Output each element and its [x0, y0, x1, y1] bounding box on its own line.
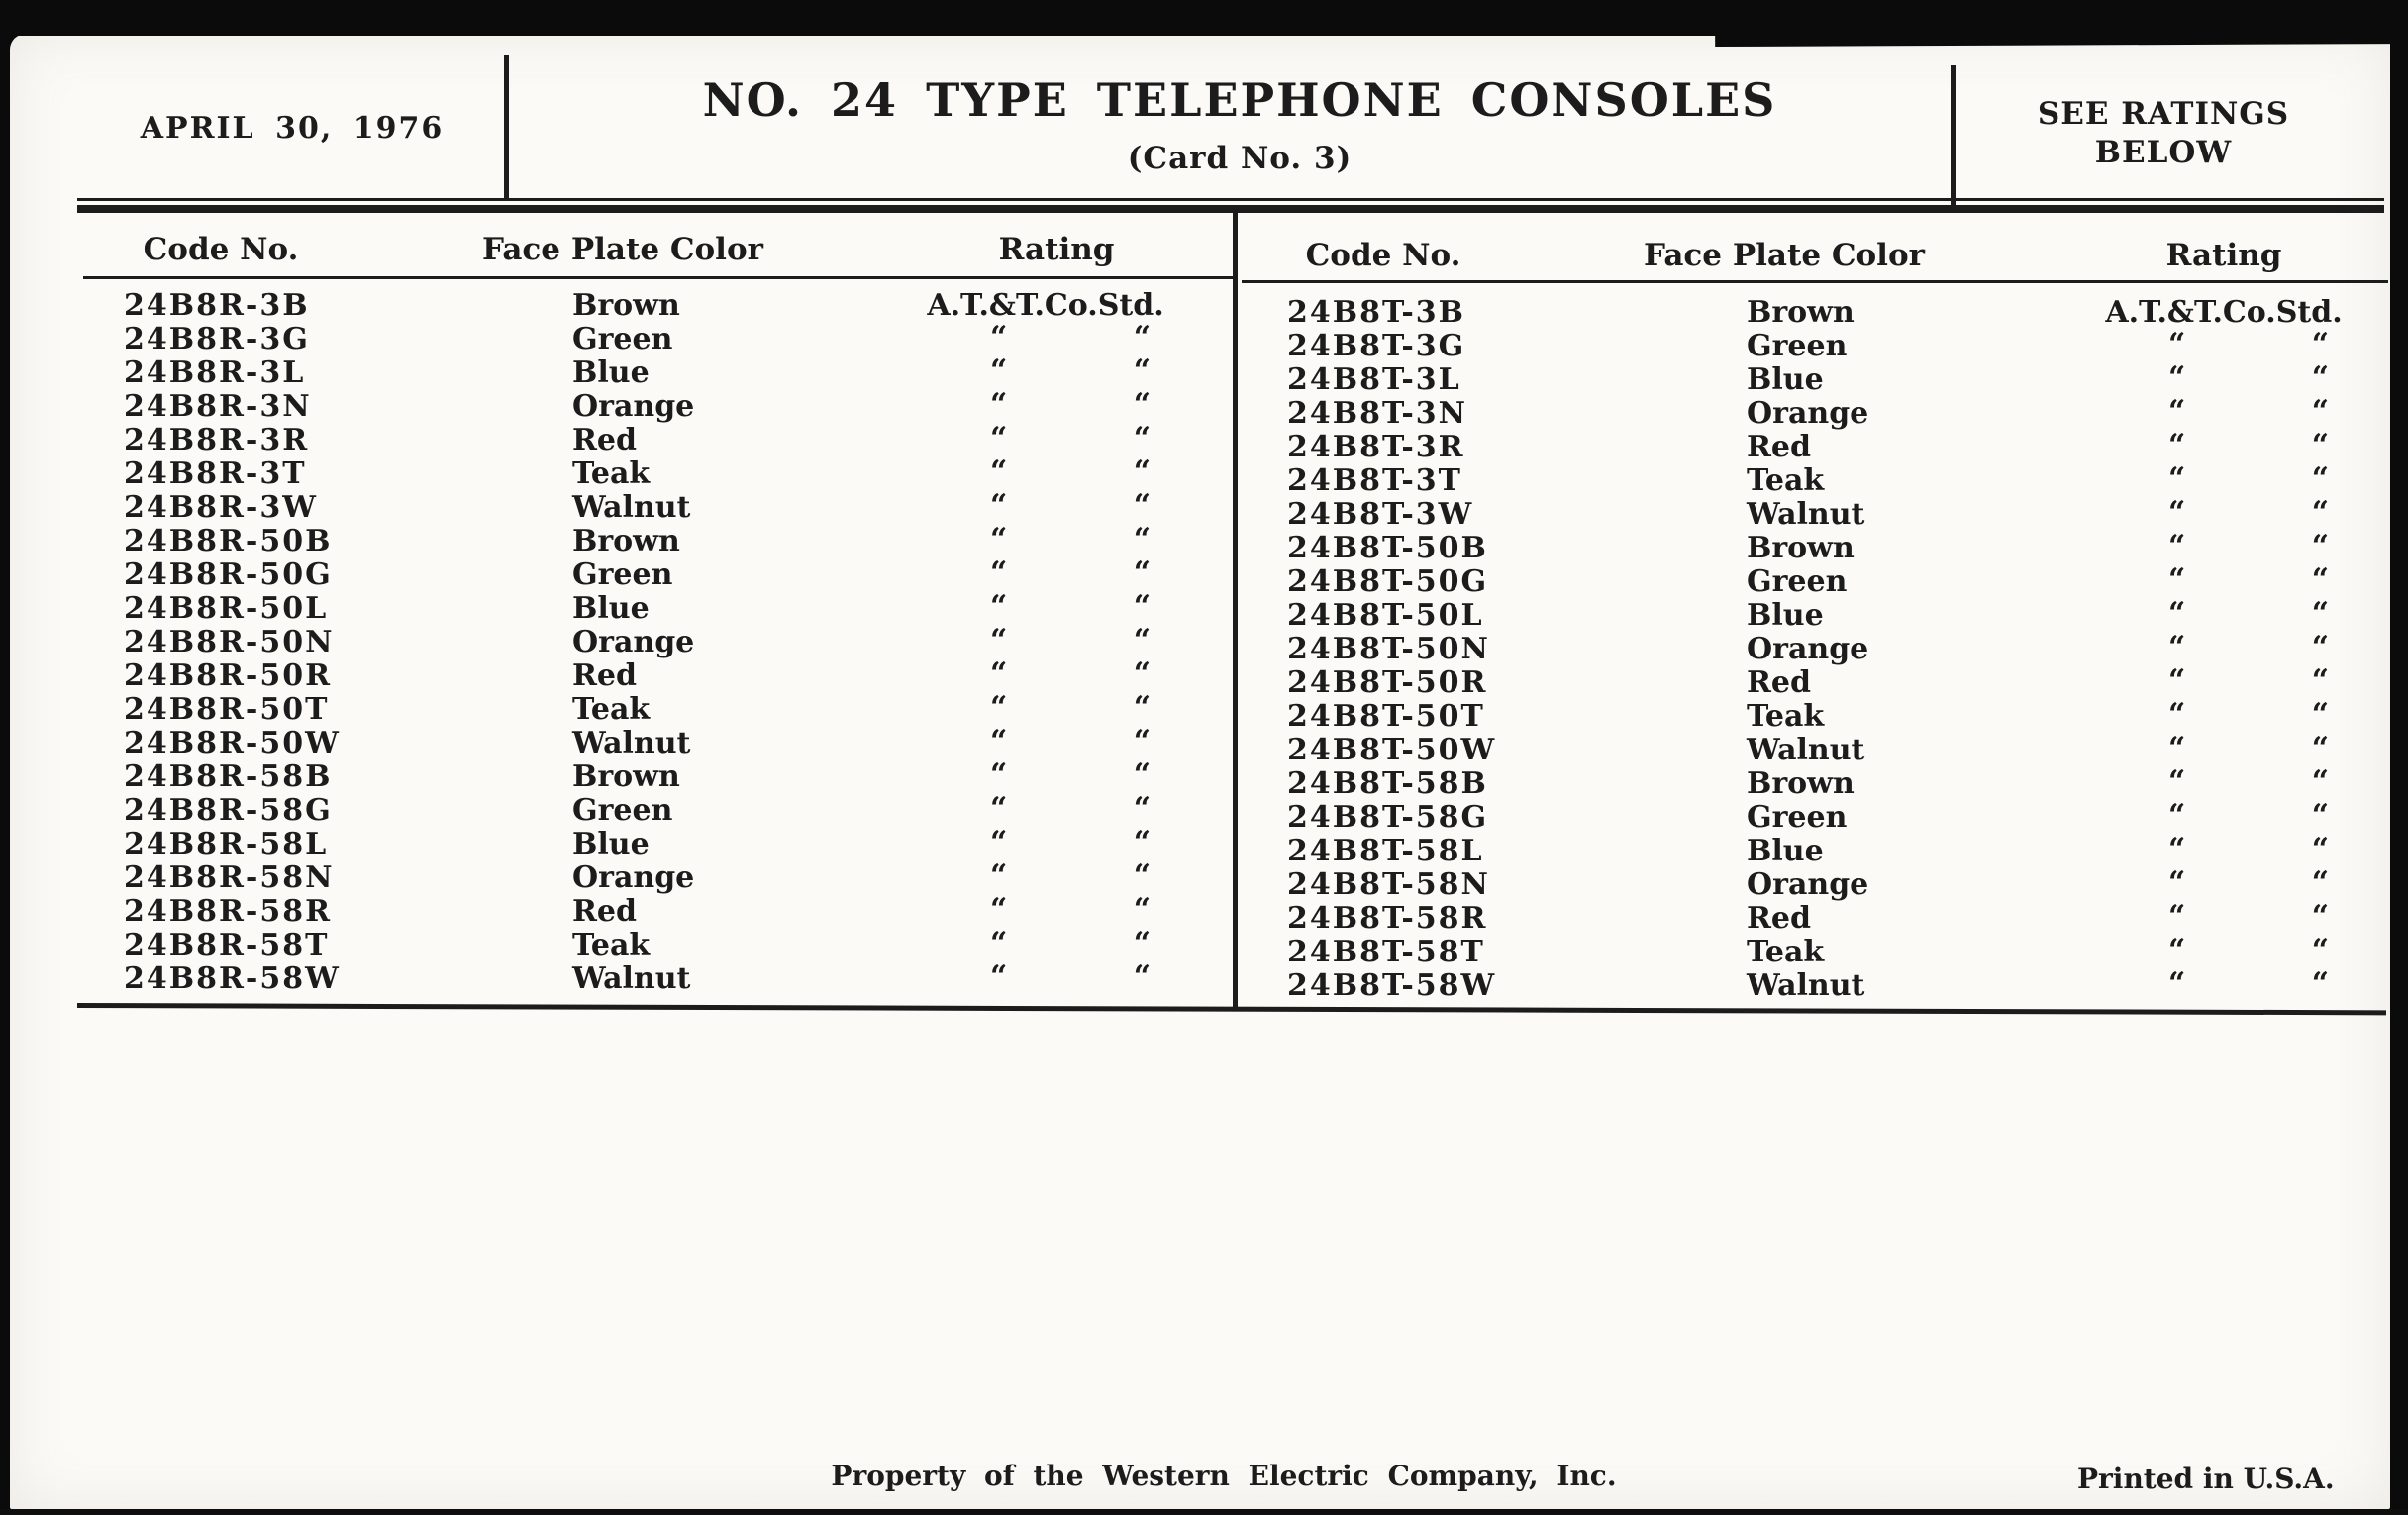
ditto-mark: “	[2168, 327, 2186, 361]
ditto-mark: “	[1133, 320, 1151, 354]
ditto-mark: “	[2168, 428, 2186, 462]
ditto-mark: “	[2168, 663, 2186, 698]
code-cell: 24B8T-50T	[1287, 699, 1485, 734]
left-table-code-column	[124, 289, 341, 996]
rating-cell	[911, 724, 1180, 760]
color-cell: Red	[1747, 665, 1811, 700]
color-cell: Brown	[572, 759, 680, 794]
color-cell: Brown	[572, 288, 680, 323]
color-cell: Teak	[1747, 699, 1825, 734]
code-cell: 24B8R-3R	[124, 423, 310, 457]
code-cell: 24B8T-3L	[1287, 362, 1461, 397]
color-cell: Teak	[1747, 935, 1825, 969]
right-table-rating-column	[2089, 296, 2358, 1003]
rating-cell: A.T.&T.Co.Std.	[927, 288, 1164, 323]
rating-cell	[2089, 663, 2358, 700]
right-table-code-column	[1287, 296, 1496, 1003]
right-col-header-code: Code No.	[1305, 238, 1461, 273]
property-notice: Property of the Western Electric Company, Inc.	[831, 1460, 1617, 1492]
ditto-mark: “	[2168, 562, 2186, 597]
header-divider-right	[1951, 65, 1956, 212]
color-cell: Red	[1747, 901, 1811, 936]
ditto-mark: “	[2311, 764, 2329, 799]
ditto-mark: “	[2168, 832, 2186, 866]
code-cell: 24B8T-58L	[1287, 834, 1484, 868]
code-cell: 24B8R-3L	[124, 355, 306, 390]
ditto-mark: “	[2311, 630, 2329, 664]
ditto-mark: “	[2311, 832, 2329, 866]
see-ratings-line2: BELOW	[2094, 135, 2233, 170]
code-cell: 24B8R-58R	[124, 894, 333, 929]
color-cell: Teak	[1747, 463, 1825, 498]
color-cell: Walnut	[1747, 733, 1865, 767]
ditto-mark: “	[1133, 825, 1151, 859]
color-cell: Walnut	[1747, 497, 1865, 532]
rating-cell	[911, 522, 1180, 558]
rating-cell	[2089, 428, 2358, 464]
rating-cell	[2089, 966, 2358, 1003]
ditto-mark: “	[2311, 461, 2329, 496]
rating-cell	[2089, 394, 2358, 431]
ditto-mark: “	[2311, 596, 2329, 631]
ditto-mark: “	[1133, 892, 1151, 927]
rating-cell	[911, 454, 1180, 491]
rating-cell	[911, 656, 1180, 693]
right-table-color-column	[1747, 296, 1868, 1003]
left-table-rating-column	[911, 289, 1180, 996]
rating-cell	[911, 356, 1180, 390]
ditto-mark: “	[990, 960, 1008, 994]
ditto-mark: “	[2168, 798, 2186, 833]
color-cell: Blue	[1747, 598, 1824, 633]
code-cell: 24B8T-3G	[1287, 329, 1466, 363]
rating-cell	[2089, 461, 2358, 498]
ditto-mark: “	[1133, 623, 1151, 657]
ditto-mark: “	[2311, 798, 2329, 833]
rating-cell	[911, 926, 1180, 962]
rating-cell: A.T.&T.Co.Std.	[2105, 295, 2343, 330]
rating-cell	[911, 558, 1180, 592]
ditto-mark: “	[990, 454, 1008, 489]
rating-cell	[911, 421, 1180, 457]
code-cell: 24B8R-58T	[124, 928, 330, 962]
code-cell: 24B8R-3G	[124, 322, 310, 356]
color-cell: Walnut	[572, 726, 691, 760]
code-cell: 24B8R-50G	[124, 557, 333, 592]
code-cell: 24B8T-58W	[1287, 968, 1497, 1003]
rating-cell	[2089, 562, 2358, 599]
rating-cell	[911, 892, 1180, 929]
ditto-mark: “	[990, 656, 1008, 691]
rating-cell	[2089, 327, 2358, 363]
color-cell: Blue	[1747, 834, 1824, 868]
ditto-mark: “	[2168, 461, 2186, 496]
color-cell: Green	[572, 793, 673, 828]
color-cell: Green	[1747, 329, 1848, 363]
color-cell: Blue	[572, 355, 650, 390]
color-cell: Red	[572, 658, 637, 693]
color-cell: Brown	[1747, 766, 1855, 801]
code-cell: 24B8R-50N	[124, 625, 335, 659]
ditto-mark: “	[990, 690, 1008, 725]
code-cell: 24B8T-50G	[1287, 564, 1489, 599]
ditto-mark: “	[2168, 630, 2186, 664]
scan-edge-bottom	[0, 1509, 2408, 1515]
color-cell: Teak	[572, 928, 651, 962]
rating-cell	[2089, 495, 2358, 532]
ditto-mark: “	[2168, 966, 2186, 1001]
ditto-mark: “	[2311, 865, 2329, 900]
ditto-mark: “	[1133, 724, 1151, 758]
ditto-mark: “	[2311, 360, 2329, 395]
ditto-mark: “	[1133, 556, 1151, 590]
header-separator-thick-rule	[77, 205, 2384, 213]
scan-edge-top	[0, 0, 2408, 36]
code-cell: 24B8R-50W	[124, 726, 341, 760]
rating-cell	[2089, 764, 2358, 801]
code-cell: 24B8T-58G	[1287, 800, 1489, 835]
left-col-header-code: Code No.	[143, 232, 299, 267]
code-cell: 24B8T-3N	[1287, 396, 1468, 431]
ditto-mark: “	[990, 758, 1008, 792]
ditto-mark: “	[2311, 529, 2329, 563]
ditto-mark: “	[990, 488, 1008, 523]
code-cell: 24B8R-3T	[124, 456, 307, 491]
table-center-divider	[1233, 212, 1238, 1008]
rating-cell	[2089, 865, 2358, 902]
header-separator-thin-rule	[77, 198, 2384, 201]
code-cell: 24B8R-3W	[124, 490, 318, 525]
code-cell: 24B8R-58L	[124, 827, 329, 861]
code-cell: 24B8R-50R	[124, 658, 333, 693]
ditto-mark: “	[990, 623, 1008, 657]
ditto-mark: “	[1133, 858, 1151, 893]
color-cell: Orange	[572, 625, 695, 659]
color-cell: Teak	[572, 456, 651, 491]
color-cell: Green	[572, 322, 673, 356]
color-cell: Blue	[572, 591, 650, 626]
code-cell: 24B8T-50R	[1287, 665, 1488, 700]
color-cell: Orange	[572, 389, 695, 424]
ditto-mark: “	[1133, 791, 1151, 826]
rating-cell	[2089, 360, 2358, 397]
ditto-mark: “	[990, 926, 1008, 960]
ditto-mark: “	[2311, 663, 2329, 698]
ditto-mark: “	[2311, 966, 2329, 1001]
rating-cell	[911, 760, 1180, 794]
ditto-mark: “	[1133, 421, 1151, 455]
ditto-mark: “	[1133, 354, 1151, 388]
code-cell: 24B8T-50W	[1287, 733, 1497, 767]
rating-cell	[911, 589, 1180, 626]
color-cell: Brown	[1747, 531, 1855, 565]
ditto-mark: “	[1133, 960, 1151, 994]
rating-cell	[2089, 933, 2358, 969]
ditto-mark: “	[2311, 394, 2329, 429]
ditto-mark: “	[1133, 488, 1151, 523]
see-ratings-note	[2038, 95, 2289, 172]
rating-cell	[911, 320, 1180, 356]
ditto-mark: “	[2311, 697, 2329, 732]
rating-cell	[2089, 697, 2358, 734]
ditto-mark: “	[2168, 697, 2186, 732]
ditto-mark: “	[2311, 562, 2329, 597]
code-cell: 24B8T-3R	[1287, 430, 1465, 464]
ditto-mark: “	[1133, 522, 1151, 556]
color-cell: Teak	[572, 692, 651, 727]
color-cell: Walnut	[1747, 968, 1865, 1003]
color-cell: Green	[1747, 800, 1848, 835]
ditto-mark: “	[2168, 731, 2186, 765]
color-cell: Orange	[572, 860, 695, 895]
color-cell: Orange	[1747, 867, 1869, 902]
ditto-mark: “	[1133, 758, 1151, 792]
rating-cell	[911, 962, 1180, 996]
ditto-mark: “	[1133, 387, 1151, 422]
rating-cell	[2089, 596, 2358, 633]
code-cell: 24B8R-50T	[124, 692, 330, 727]
right-col-header-rating: Rating	[2165, 238, 2282, 273]
code-cell: 24B8R-58B	[124, 759, 333, 794]
ditto-mark: “	[2168, 529, 2186, 563]
rating-cell	[911, 387, 1180, 424]
ditto-mark: “	[990, 387, 1008, 422]
color-cell: Blue	[1747, 362, 1824, 397]
ditto-mark: “	[990, 556, 1008, 590]
code-cell: 24B8T-58T	[1287, 935, 1485, 969]
color-cell: Walnut	[572, 490, 691, 525]
color-cell: Green	[572, 557, 673, 592]
code-cell: 24B8T-3W	[1287, 497, 1474, 532]
color-cell: Blue	[572, 827, 650, 861]
card-date: APRIL 30, 1976	[140, 111, 445, 146]
code-cell: 24B8R-58G	[124, 793, 333, 828]
ditto-mark: “	[2168, 899, 2186, 934]
ditto-mark: “	[1133, 454, 1151, 489]
rating-cell	[2089, 630, 2358, 666]
rating-cell	[2089, 731, 2358, 767]
rating-cell	[911, 791, 1180, 828]
rating-cell	[911, 690, 1180, 727]
ditto-mark: “	[2168, 394, 2186, 429]
code-cell: 24B8T-50B	[1287, 531, 1488, 565]
ditto-mark: “	[990, 421, 1008, 455]
ditto-mark: “	[2311, 327, 2329, 361]
ditto-mark: “	[2168, 495, 2186, 530]
color-cell: Red	[572, 423, 637, 457]
ditto-mark: “	[2168, 764, 2186, 799]
color-cell: Red	[1747, 430, 1811, 464]
ditto-mark: “	[2311, 428, 2329, 462]
ditto-mark: “	[990, 825, 1008, 859]
ditto-mark: “	[2311, 495, 2329, 530]
ditto-mark: “	[2168, 865, 2186, 900]
ditto-mark: “	[990, 320, 1008, 354]
header-divider-left	[504, 55, 509, 200]
code-cell: 24B8R-3B	[124, 288, 310, 323]
code-cell: 24B8R-3N	[124, 389, 312, 424]
card-paper	[10, 34, 2390, 1509]
left-table-color-column	[572, 289, 694, 996]
right-subheader-rule	[1242, 280, 2388, 283]
left-subheader-rule	[83, 276, 1233, 279]
ditto-mark: “	[2311, 731, 2329, 765]
ditto-mark: “	[990, 589, 1008, 624]
ditto-mark: “	[990, 522, 1008, 556]
ditto-mark: “	[2168, 360, 2186, 395]
left-col-header-rating: Rating	[998, 232, 1115, 267]
ditto-mark: “	[1133, 926, 1151, 960]
code-cell: 24B8T-58N	[1287, 867, 1490, 902]
ditto-mark: “	[990, 724, 1008, 758]
code-cell: 24B8T-50L	[1287, 598, 1484, 633]
ditto-mark: “	[2168, 596, 2186, 631]
code-cell: 24B8T-58B	[1287, 766, 1488, 801]
right-col-header-color: Face Plate Color	[1644, 238, 1925, 273]
ditto-mark: “	[990, 791, 1008, 826]
ditto-mark: “	[1133, 656, 1151, 691]
rating-cell	[911, 858, 1180, 895]
rating-cell	[911, 488, 1180, 525]
rating-cell	[2089, 529, 2358, 565]
color-cell: Red	[572, 894, 637, 929]
rating-cell	[2089, 899, 2358, 936]
code-cell: 24B8T-58R	[1287, 901, 1488, 936]
color-cell: Green	[1747, 564, 1848, 599]
rating-cell	[911, 825, 1180, 861]
color-cell: Orange	[1747, 632, 1869, 666]
ditto-mark: “	[990, 354, 1008, 388]
code-cell: 24B8R-50L	[124, 591, 329, 626]
rating-cell	[911, 623, 1180, 659]
code-cell: 24B8T-3T	[1287, 463, 1462, 498]
ditto-mark: “	[2311, 899, 2329, 934]
rating-cell	[2089, 798, 2358, 835]
ditto-mark: “	[990, 892, 1008, 927]
ditto-mark: “	[990, 858, 1008, 893]
ditto-mark: “	[2311, 933, 2329, 967]
ditto-mark: “	[1133, 690, 1151, 725]
code-cell: 24B8R-58N	[124, 860, 335, 895]
color-cell: Brown	[1747, 295, 1855, 330]
left-col-header-color: Face Plate Color	[482, 232, 763, 267]
see-ratings-line1: SEE RATINGS	[2037, 96, 2290, 132]
printed-in-usa: Printed in U.S.A.	[2077, 1463, 2335, 1495]
code-cell: 24B8R-58W	[124, 961, 341, 996]
rating-cell	[2089, 832, 2358, 868]
code-cell: 24B8R-50B	[124, 524, 333, 558]
color-cell: Orange	[1747, 396, 1869, 431]
color-cell: Brown	[572, 524, 680, 558]
page-title: NO. 24 TYPE TELEPHONE CONSOLES	[702, 73, 1777, 127]
code-cell: 24B8T-3B	[1287, 295, 1466, 330]
ditto-mark: “	[2168, 933, 2186, 967]
color-cell: Walnut	[572, 961, 691, 996]
code-cell: 24B8T-50N	[1287, 632, 1490, 666]
ditto-mark: “	[1133, 589, 1151, 624]
card-number: (Card No. 3)	[1127, 141, 1353, 176]
